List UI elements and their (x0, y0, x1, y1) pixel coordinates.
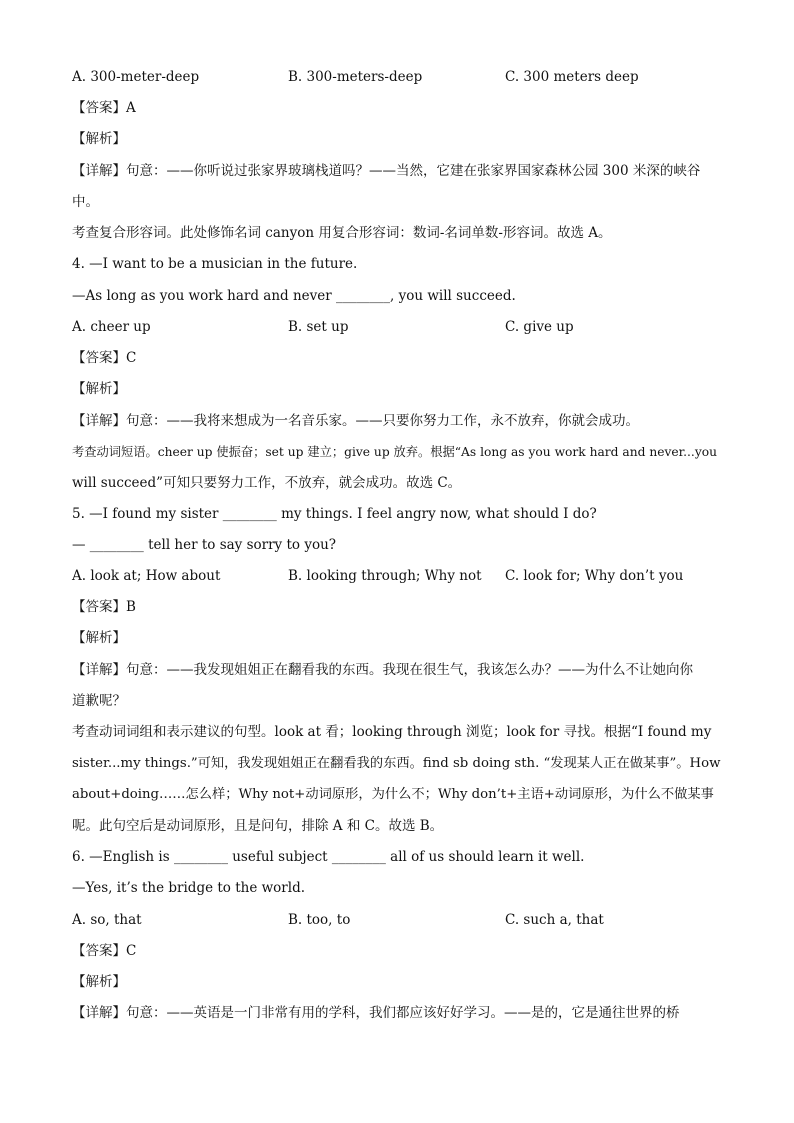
q6-detail-line-1: 【详解】句意：——英语是一门非常有用的学科，我们都应该好好学习。——是的，它是通往世界的桥 (72, 1005, 680, 1021)
q4-answer: 【答案】C (72, 350, 137, 366)
q5-option-a: A. look at; How about (72, 568, 221, 584)
q5-explanation-line-1: 考查动词词组和表示建议的句型。look at 看；looking through 浏览；look for 寻找。根据“I found my (72, 724, 712, 740)
q6-answer: 【答案】C (72, 943, 137, 959)
q6-option-a: A. so, that (72, 912, 142, 928)
q3-answer: 【答案】A (72, 100, 136, 116)
q4-detail-line-1: 【详解】句意：——我将来想成为一名音乐家。——只要你努力工作，永不放弃，你就会成功。 (72, 413, 639, 429)
q5-detail-line-2: 道歉呢？ (72, 693, 126, 709)
q5-explanation-line-4: 呢。此句空后是动词原形，且是问句，排除 A 和 C。故选 B。 (72, 818, 444, 834)
q5-analysis-heading: 【解析】 (72, 630, 126, 646)
q5-stem-line-2: — ________ tell her to say sorry to you? (72, 537, 337, 553)
q3-option-b: B. 300-meters-deep (288, 69, 423, 85)
q5-detail-line-1: 【详解】句意：——我发现姐姐正在翻看我的东西。我现在很生气，我该怎么办？——为什么不让她向你 (72, 662, 693, 678)
q5-answer: 【答案】B (72, 599, 136, 615)
q3-option-c: C. 300 meters deep (505, 69, 639, 85)
q3-option-a: A. 300-meter-deep (72, 69, 200, 85)
q5-stem-line-1: 5. —I found my sister ________ my things. I feel angry now, what should I do? (72, 506, 597, 522)
q5-explanation-line-2: sister...my things.”可知，我发现姐姐正在翻看我的东西。find sb doing sth. “发现某人正在做某事”。How (72, 756, 721, 771)
q6-option-b: B. too, to (288, 912, 351, 928)
q6-option-c: C. such a, that (505, 912, 604, 928)
q6-stem-line-2: —Yes, it’s the bridge to the world. (72, 880, 306, 896)
q4-stem-line-2: —As long as you work hard and never ________, you will succeed. (72, 288, 516, 304)
q6-stem-line-1: 6. —English is ________ useful subject ________ all of us should learn it well. (72, 849, 585, 865)
q4-explanation-line-2: will succeed”可知只要努力工作，不放弃，就会成功。故选 C。 (72, 475, 462, 491)
q3-analysis-heading: 【解析】 (72, 131, 126, 147)
q4-stem-line-1: 4. —I want to be a musician in the future. (72, 256, 358, 272)
q4-option-c: C. give up (505, 319, 574, 335)
q6-analysis-heading: 【解析】 (72, 974, 126, 990)
q5-option-b: B. looking through; Why not (288, 568, 482, 584)
q5-option-c: C. look for; Why don’t you (505, 568, 684, 584)
q4-option-b: B. set up (288, 319, 349, 335)
q3-detail-line-1: 【详解】句意：——你听说过张家界玻璃栈道吗？——当然，它建在张家界国家森林公园 300 米深的峡谷 (72, 163, 701, 179)
q4-analysis-heading: 【解析】 (72, 381, 126, 397)
q4-option-a: A. cheer up (72, 319, 151, 335)
q3-detail-line-2: 中。 (72, 194, 99, 210)
q3-explanation: 考查复合形容词。此处修饰名词 canyon 用复合形容词：数词-名词单数-形容词。故选 A。 (72, 225, 612, 241)
q5-explanation-line-3: about+doing……怎么样；Why not+动词原形，为什么不；Why don’t+主语+动词原形，为什么不做某事 (72, 787, 714, 802)
q4-explanation-line-1: 考查动词短语。cheer up 使振奋；set up 建立；give up 放弃。根据“As long as you work hard and never...you (72, 445, 718, 459)
